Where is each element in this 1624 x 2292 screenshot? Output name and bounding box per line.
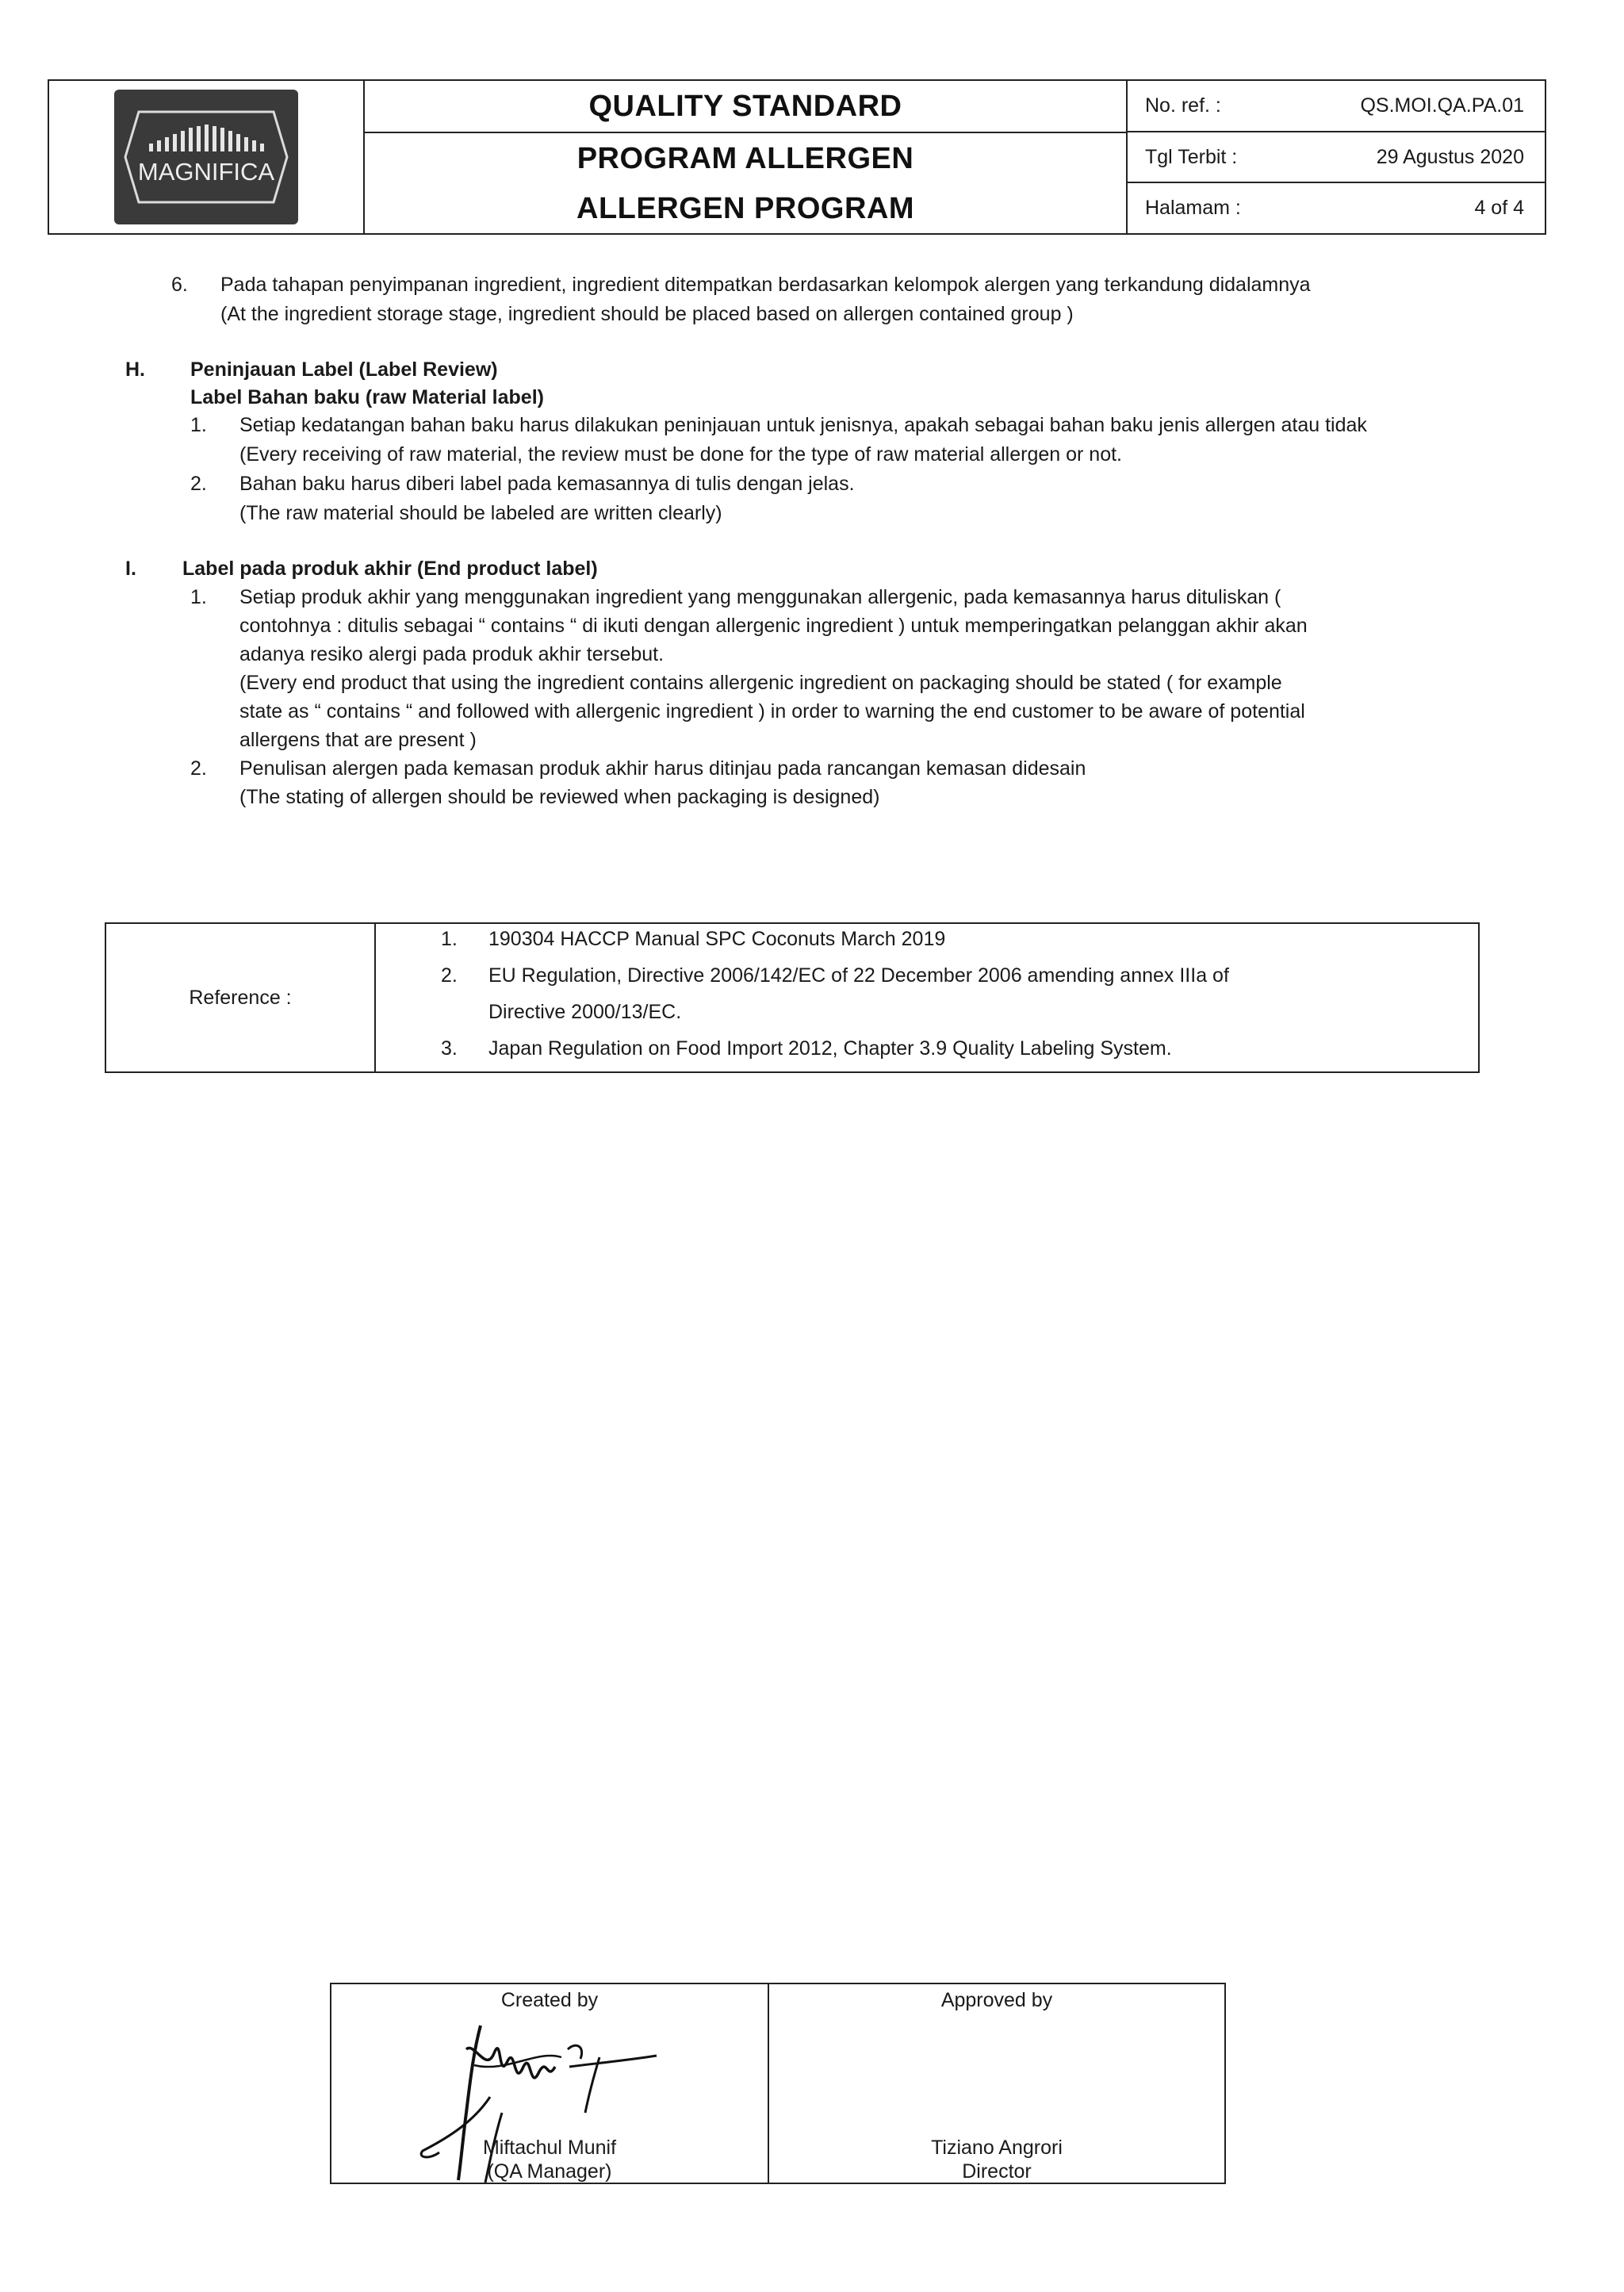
ref-label: No. ref. : — [1145, 94, 1221, 117]
section-i-item1-line2: contohnya : ditulis sebagai “ contains “ di ikuti dengan allergenic ingredient ) untuk memperingatkan pelanggan akhir akan — [239, 615, 1308, 637]
section-i-item2-number: 2. — [190, 757, 207, 780]
title-program-allergen: PROGRAM ALLERGEN — [576, 141, 914, 175]
item6-number: 6. — [171, 274, 188, 296]
approver-name: Tiziano Angrori — [931, 2137, 1063, 2159]
reference-item3-number: 3. — [441, 1037, 458, 1060]
section-h-title: Peninjauan Label (Label Review) — [190, 358, 498, 381]
section-i-item1-line3: adanya resiko alergi pada produk akhir tersebut. — [239, 643, 665, 665]
logo-cell — [49, 81, 365, 233]
item6-line2: (At the ingredient storage stage, ingredient should be placed based on allergen contained group ) — [220, 303, 1074, 325]
section-h-letter: H. — [125, 358, 145, 381]
reference-item2-number: 2. — [441, 964, 458, 987]
reference-label: Reference : — [106, 924, 376, 1071]
section-h-item1-number: 1. — [190, 414, 207, 436]
logo-text: MAGNIFICA — [137, 158, 275, 186]
reference-item1-text: 190304 HACCP Manual SPC Coconuts March 2019 — [488, 928, 946, 950]
ref-row — [1128, 81, 1545, 131]
created-by-label: Created by — [500, 1989, 599, 2011]
page-label: Halamam : — [1145, 197, 1241, 220]
document-header — [48, 79, 1546, 235]
title-allergen-program: ALLERGEN PROGRAM — [576, 191, 914, 225]
date-label: Tgl Terbit : — [1145, 145, 1238, 168]
section-h-item1-line1: Setiap kedatangan bahan baku harus dilakukan peninjauan untuk jenisnya, apakah sebagai bahan baku jenis allergen atau tidak — [239, 414, 1367, 436]
approver-role: Director — [962, 2160, 1032, 2183]
meta-cell — [1128, 81, 1545, 233]
reference-item3-text: Japan Regulation on Food Import 2012, Chapter 3.9 Quality Labeling System. — [488, 1037, 1172, 1060]
page-value: 4 of 4 — [1474, 197, 1524, 220]
title-cell — [365, 81, 1128, 233]
section-i-letter: I. — [125, 558, 136, 580]
creator-name: Miftachul Munif — [482, 2137, 617, 2159]
approved-by-cell — [769, 1984, 1224, 2183]
reference-item1-number: 1. — [441, 928, 458, 950]
section-i-item1-line5: state as “ contains “ and followed with allergenic ingredient ) in order to warning the end customer to be aware of potential — [239, 700, 1305, 722]
title-quality-standard: QUALITY STANDARD — [365, 81, 1126, 133]
section-i-item2-line1: Penulisan alergen pada kemasan produk akhir harus ditinjau pada rancangan kemasan didesain — [239, 757, 1086, 780]
company-logo — [114, 90, 298, 224]
page-row — [1128, 182, 1545, 233]
approved-by-label: Approved by — [940, 1989, 1053, 2011]
reference-item2-text-cont: Directive 2000/13/EC. — [488, 1001, 682, 1023]
reference-table — [105, 922, 1480, 1073]
magnifica-logo-icon — [119, 98, 293, 217]
ref-value: QS.MOI.QA.PA.01 — [1360, 94, 1524, 117]
section-i-item1-line4: (Every end product that using the ingredient contains allergenic ingredient on packaging should be stated ( for example — [239, 672, 1282, 694]
section-h-item2-number: 2. — [190, 473, 207, 495]
creator-role: (QA Manager) — [487, 2160, 612, 2183]
section-h-item2-line1: Bahan baku harus diberi label pada kemasannya di tulis dengan jelas. — [239, 473, 855, 495]
section-h-item1-line2: (Every receiving of raw material, the review must be done for the type of raw material allergen or not. — [239, 443, 1123, 466]
section-i-item1-line6: allergens that are present ) — [239, 729, 477, 751]
section-i-item1-number: 1. — [190, 586, 207, 608]
section-i-item2-line2: (The stating of allergen should be reviewed when packaging is designed) — [239, 786, 880, 808]
date-row — [1128, 131, 1545, 182]
section-h-subtitle: Label Bahan baku (raw Material label) — [190, 386, 544, 408]
section-i-item1-line1: Setiap produk akhir yang menggunakan ingredient yang menggunakan allergenic, pada kemasannya harus dituliskan ( — [239, 586, 1281, 608]
reference-list — [376, 924, 1478, 1071]
section-h-item2-line2: (The raw material should be labeled are written clearly) — [239, 502, 722, 524]
date-value: 29 Agustus 2020 — [1376, 145, 1524, 168]
item6-line1: Pada tahapan penyimpanan ingredient, ingredient ditempatkan berdasarkan kelompok alergen yang terkandung didalamnya — [220, 274, 1311, 296]
reference-item2-text: EU Regulation, Directive 2006/142/EC of 22 December 2006 amending annex IIIa of — [488, 964, 1229, 987]
section-i-title: Label pada produk akhir (End product label) — [182, 558, 598, 580]
signature-table — [330, 1983, 1226, 2184]
created-by-cell — [331, 1984, 769, 2183]
